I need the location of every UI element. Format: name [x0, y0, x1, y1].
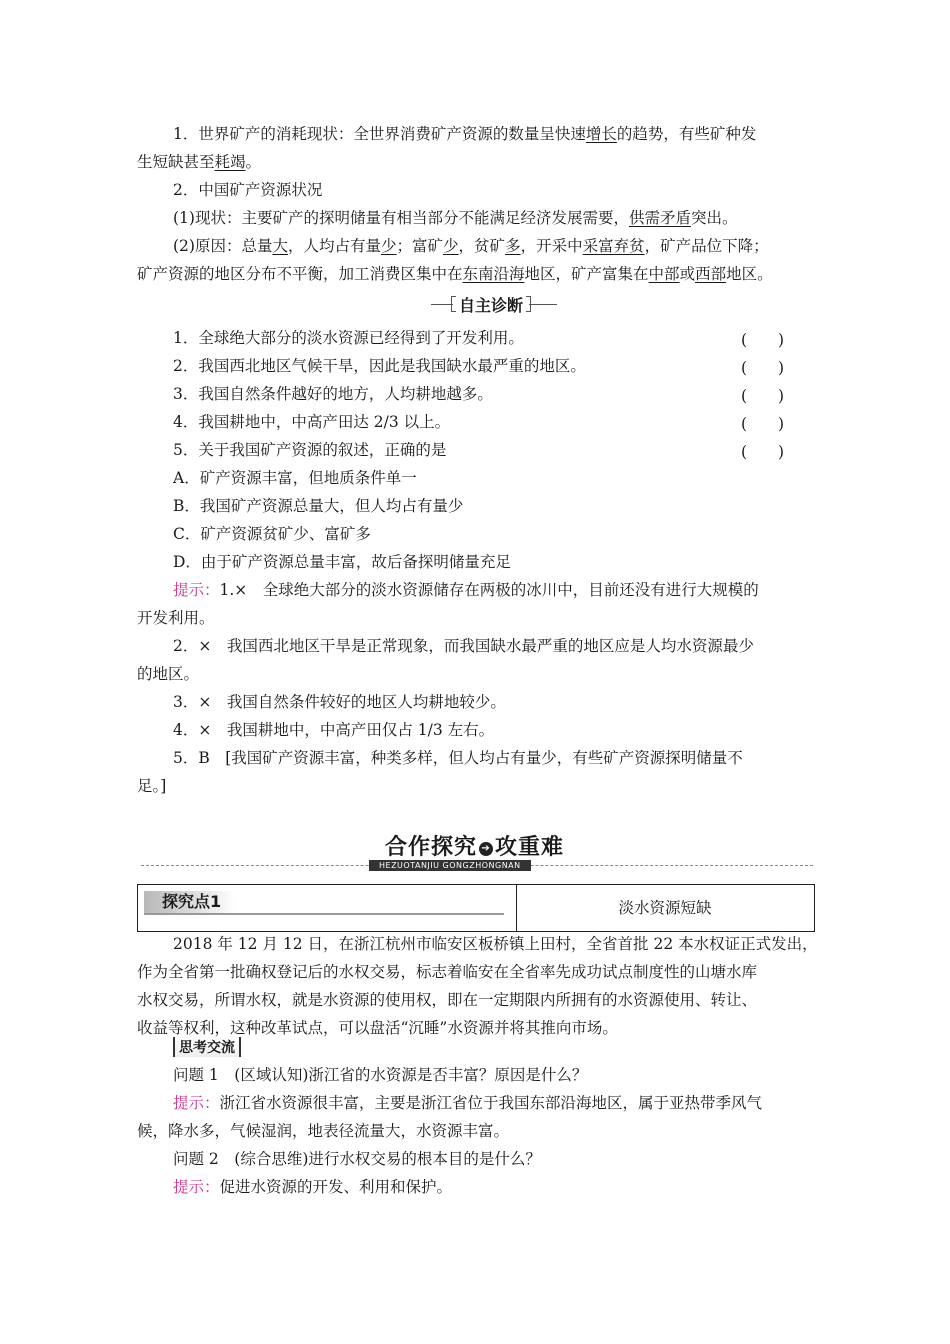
hint-text: 促进水资源的开发、利用和保护。: [219, 1178, 453, 1196]
discussion-label: 思考交流: [173, 1037, 241, 1057]
option-b: B．我国矿产资源总量大，但人均占有量少: [173, 497, 464, 515]
hint-label: 提示：: [173, 1178, 220, 1196]
text-line: [173, 124, 756, 144]
question-line: [173, 412, 450, 432]
text: (2)原因：总量: [173, 237, 273, 255]
hint-line: 5．B [我国矿产资源丰富，种类多样，但人均占有量少，有些矿产资源探明储量不: [173, 749, 743, 767]
question-text: 2．我国西北地区气候干旱，因此是我国缺水最严重的地区。: [173, 357, 586, 375]
question-text: 1．全球绝大部分的淡水资源已经得到了开发利用。: [173, 329, 524, 347]
option-a: A．矿产资源丰富，但地质条件单一: [173, 469, 417, 487]
section-subtitle: HEZUOTANJIU GONGZHONGNAN: [369, 860, 531, 871]
section-title-left: 合作探究: [385, 835, 478, 860]
text: 矿产资源的地区分布不平衡，加工消费区集中在: [137, 265, 463, 283]
hint-line: 候，降水多，气候湿润，地表径流量大，水资源丰富。: [137, 1122, 510, 1140]
underlined-answer: 多: [505, 237, 521, 255]
point-topic: 淡水资源短缺: [618, 899, 712, 917]
question-text: 5．关于我国矿产资源的叙述，正确的是: [173, 441, 447, 459]
hint-label: 提示：: [173, 581, 220, 599]
case-line: 2018 年 12 月 12 日，在浙江杭州市临安区板桥镇上田村，全省首批 22 本水权证正式发出，: [173, 935, 818, 953]
answer-blank: ( ): [741, 415, 785, 433]
answer-blank: ( ): [741, 387, 785, 405]
question-line: 问题 2 (综合思维)进行水权交易的根本目的是什么？: [173, 1150, 541, 1168]
underlined-answer: 中部: [648, 265, 680, 283]
text: 的趋势，有些矿种发: [616, 125, 757, 143]
hint-line: 3．× 我国自然条件较好的地区人均耕地较少。: [173, 693, 506, 711]
question-line: 问题 1 (区域认知)浙江省的水资源是否丰富？原因是什么？: [173, 1066, 588, 1084]
section-title-right: 攻重难: [495, 835, 565, 860]
text-line: [137, 152, 261, 172]
point-tag-cell: [138, 885, 517, 931]
underlined-answer: 少: [443, 237, 459, 255]
hint-line: 足。]: [137, 777, 167, 795]
hint-text: 1.× 全球绝大部分的淡水资源储存在两极的冰川中，目前还没有进行大规模的: [219, 581, 759, 599]
question-line: [173, 440, 446, 460]
text: 1．世界矿产的消耗现状：全世界消费矿产资源的数量呈快速: [173, 125, 586, 143]
hint-line: [173, 1093, 762, 1113]
exploration-point-box: [137, 884, 815, 932]
text: 地区。: [726, 265, 773, 283]
text: ，人均占有量: [287, 237, 381, 255]
text: 或: [679, 265, 696, 283]
case-line: 水权交易，所谓水权，就是水资源的使用权，即在一定期限内所拥有的水资源使用、转让、: [137, 991, 758, 1009]
underlined-answer: 少: [381, 237, 397, 255]
hint-line: 开发利用。: [137, 609, 215, 627]
hint-line: [173, 1177, 452, 1197]
answer-blank: ( ): [741, 443, 785, 461]
section-heading: [137, 830, 817, 876]
self-diagnosis-badge: [431, 292, 557, 318]
answer-blank: ( ): [741, 331, 785, 349]
text: ，矿产品位下降；: [644, 237, 769, 255]
text-line: [137, 264, 773, 284]
text: 突出。: [690, 209, 738, 227]
point-tag: 探究点1: [144, 891, 235, 913]
question-text: 4．我国耕地中，中高产田达 2/3 以上。: [173, 413, 451, 431]
underlined-answer: 采富弃贫: [582, 237, 645, 255]
section-title: [385, 830, 564, 861]
underlined-answer: 东南沿海: [462, 265, 525, 283]
hint-line: 4．× 我国耕地中，中高产田仅占 1/3 左右。: [173, 721, 495, 739]
answer-blank: ( ): [741, 359, 785, 377]
underlined-answer: 耗竭: [214, 153, 246, 171]
text: ，贫矿: [458, 237, 506, 255]
text-line: [173, 236, 769, 256]
badge-label: 自主诊断: [453, 293, 529, 316]
tag-stripe: [144, 913, 504, 915]
underlined-answer: 西部: [695, 265, 727, 283]
text-line: [173, 208, 738, 228]
hint-line: [173, 580, 759, 600]
case-line: 作为全省第一批确权登记后的水权交易，标志着临安在全省率先成功试点制度性的山塘水库: [137, 963, 758, 981]
text: ；富矿: [396, 237, 444, 255]
case-line: 收益等权利，这种改革试点，可以盘活“沉睡”水资源并将其推向市场。: [137, 1019, 618, 1037]
hint-line: 2．× 我国西北地区干旱是正常现象，而我国缺水最严重的地区应是人均水资源最少: [173, 637, 754, 655]
text: 地区，矿产富集在: [524, 265, 649, 283]
underlined-answer: 供需矛盾: [628, 209, 691, 227]
arrow-icon: ➔: [479, 842, 493, 856]
question-line: [173, 328, 524, 348]
question-line: [173, 356, 586, 376]
text: 。: [245, 153, 262, 171]
hint-label: 提示：: [173, 1094, 220, 1112]
text: 生短缺甚至: [137, 153, 215, 171]
underlined-answer: 大: [272, 237, 288, 255]
hint-text: 浙江省水资源很丰富，主要是浙江省位于我国东部沿海地区，属于亚热带季风气: [219, 1094, 763, 1112]
text: (1)现状：主要矿产的探明储量有相当部分不能满足经济发展需要，: [173, 209, 629, 227]
question-line: [173, 384, 493, 404]
option-d: D．由于矿产资源总量丰富，故后备探明储量充足: [173, 553, 511, 571]
text-line: 2．中国矿产资源状况: [173, 181, 323, 199]
option-c: C．矿产资源贫矿少、富矿多: [173, 525, 371, 543]
hint-line: 的地区。: [137, 665, 200, 683]
text: ，开采中: [520, 237, 583, 255]
underlined-answer: 增长: [585, 125, 617, 143]
question-text: 3．我国自然条件越好的地方，人均耕地越多。: [173, 385, 493, 403]
